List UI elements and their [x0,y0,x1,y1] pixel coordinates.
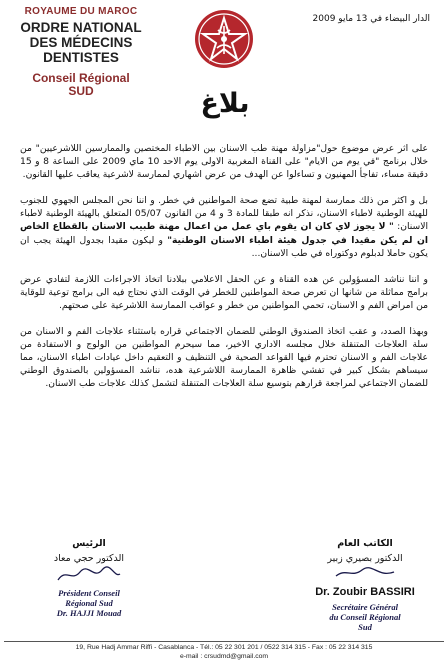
footer-email: e-mail : crsudmd@gmail.com [179,653,269,660]
region-line-2: SUD [68,84,94,98]
letterhead-french [6,6,156,98]
president-stamp-line-1: Président Conseil [58,588,120,598]
president-stamp-line-3: Dr. HAJJI Mouad [56,608,122,618]
paragraph-4-text: وبهذا الصدد، و عقب اتخاذ الصندوق الوطني للضمان الاجتماعي قراره باستثناء علاجات الفم و الاسنان من سلة العلاجات المتنقلة خلال مجلسه الاداري الاخير، مما سيحرم المواطنين من الولوج و الاستفادة من علاجات الفم و الاسنان تحترم فيها القواعد الصحية في التنظيف و التعقيم داخل عيادات اطباء الاسنان، مما سيساهم بشكل كبير في تفشي ظاهرة الممارسة اللاشرعية هده، نناشد المسؤولين بالصندوق الوطني للضمان الاجتماعي لمراجعة قرارهم بتوسيع سلة العلاجات المتنقلة لتشمل كذلك علاجات طب الاسنان. [20,326,428,390]
paragraph-4 [20,325,428,390]
secretary-stamp [290,602,440,632]
president-name-ar: الدكتور حجي معاد [53,553,125,564]
paragraph-2 [20,194,428,259]
president-title: الرئيس [72,538,106,549]
secretary-stamp-line-1: Secrétaire Général [332,602,398,612]
footer-divider [4,641,444,642]
star-emblem-icon [193,8,255,70]
president-stamp [14,588,164,618]
paragraph-3-text: و اننا نناشد المسؤولين عن هده القناة و عن الحقل الاعلامي ببلادنا اتخاذ الاجراءات اللازمة لتفادي عرض برامج مماثلة من شانها ان تعرض صحة المواطنين للخطر في الوقت الذي نحتاج فيه الى برامج توعية للوقاية من امراض الفم و الاسنان، تحمي المواطنين من خطر و عواقب الممارسة اللاشرعية على صحتهم. [20,273,428,311]
paragraph-2-text-a: بل و اكثر من ذلك ممارسة لمهنة طبية تضع صحة المواطنين في خطر. و اننا نحن المجلس الجهوي للجنوب للهيئة الوطنية لاطباء الاسنان، نذكر انه طبقا للمادة 3 و 4 من القانون 05/07 المتعلق بالهيئة الوطنية لاطباء الاسنان: [20,195,429,233]
secretary-title: الكاتب العام [337,538,393,549]
footer-contact [4,643,444,661]
secretary-signature-scrawl [330,566,400,580]
region-line-1: Conseil Régional [32,71,130,85]
president-signature-scrawl [54,566,124,584]
communique-body [20,142,428,404]
paragraph-1 [20,142,428,181]
signature-secretary-general [290,538,440,632]
paragraph-2-text-b: و ليكون مقيدا بجدول الهيئة يجب ان يكون حاملا لدبلوم دوكتوراه في طب الاسنان... [20,234,428,259]
order-name [6,20,156,65]
president-stamp-line-2: Régional Sud [65,598,113,608]
kingdom-label: ROYAUME DU MAROC [24,6,138,17]
paragraph-2-quote: " لا يجوز لاي كان ان يقوم باي عمل من اعمال مهنة طبيب الاسنان بالقطاع الخاص ان لم يكن مقيدا في جدول هيئة اطباء الاسنان الوطنية" [20,221,428,246]
secretary-stamp-line-3: Sud [358,622,372,632]
document-date: الدار البيضاء في 13 مايو 2009 [312,14,430,24]
paragraph-3 [20,273,428,312]
order-line-1: ORDRE NATIONAL [20,20,142,35]
order-line-3: DENTISTES [43,50,119,65]
secretary-name-latin: Dr. Zoubir BASSIRI [315,586,415,598]
document-title: بلاغ [200,88,250,119]
regional-council [6,72,156,98]
footer-address: 19, Rue Hadj Ammar Riffi - Casablanca - Tél.: 05 22 301 201 / 0522 314 315 - Fax : 05 22 314 315 [75,644,373,651]
order-line-2: DES MÉDECINS [29,35,133,50]
secretary-stamp-line-2: du Conseil Régional [329,612,401,622]
paragraph-1-text: على اثر عرض موضوع حول"مزاولة مهنة طب الاسنان بين الاطباء المختصين والممارسين اللاشرعيين" من خلال برنامج "في يوم من الايام" على القناة المغربية الاولى يوم الاحد 10 ماي 2009 على الساعة 8 و 15 دقيقة مساء، تفاجأ المهنيون و تساءلوا عن الهدف من عرض اشهاري لممارسة لاشرعية يعاقب عليها القانون. [20,143,429,181]
secretary-name-ar: الدكتور بصيري زبير [327,553,403,564]
signature-president [14,538,164,618]
